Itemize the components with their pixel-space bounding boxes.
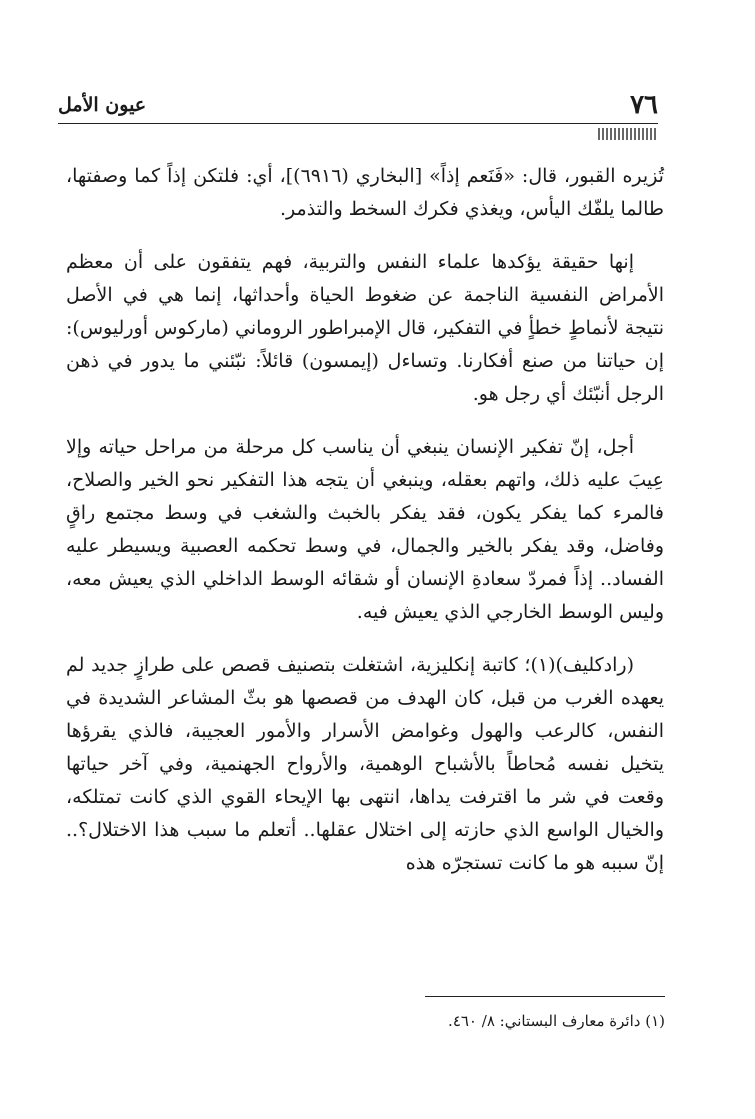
- paragraph: (رادكليف)(١)؛ كاتبة إنكليزية، اشتغلت بتصنيف قصص على طرازٍ جديد لم يعهده الغرب من قبل، كان الهدف من قصصها هو بثّ المشاعر الشديدة في النفس، كالرعب والهول وغوامض الأسرار والأمور العجيبة، فالذي يقرؤها يتخيل نفسه مُحاطاً بالأشباح الوهمية، والأرواح الجهنمية، وفي آخر حياتها وقعت في شر ما اقترفت يداها، انتهى بها الإيحاء القوي الذي كانت تمتلكه، والخيال الواسع الذي حازته إلى اختلال عقلها.. أتعلم ما سبب هذا الاختلال؟.. إنّ سببه هو ما كانت تستجرّه هذه: [66, 654, 664, 874]
- header-ornament: [598, 128, 658, 140]
- footnote-rule: [425, 996, 665, 997]
- paragraph: إنها حقيقة يؤكدها علماء النفس والتربية، فهم يتفقون على أن معظم الأمراض النفسية الناجمة عن ضغوط الحياة وأحداثها، إنما هي في الأصل نتيجة لأنماطٍ خطأٍ في التفكير، قال الإمبراطور الروماني (ماركوس أورليوس): إن حياتنا من صنع أفكارنا. وتساءل (إيمسون) قائلاً: نبّئني ما يدور في ذهن الرجل أنبّئك أي رجل هو.: [66, 251, 664, 405]
- page-number: ٧٦: [630, 90, 658, 120]
- body-text: [66, 160, 664, 900]
- header-rule: [58, 123, 658, 124]
- running-title: عيون الأمل: [58, 94, 147, 116]
- paragraph: تُزيره القبور، قال: «فَنَعم إذاً» [البخاري (٦٩١٦)]، أي: فلتكن إذاً كما وصفتها، طالما يلفّك اليأس، ويغذي فكرك السخط والتذمر.: [66, 165, 664, 220]
- footnote: (١) دائرة معارف البستاني: ٨/ ٤٦٠.: [448, 1012, 665, 1030]
- page-header: [58, 86, 658, 126]
- paragraph: أجل، إنّ تفكير الإنسان ينبغي أن يناسب كل مرحلة من مراحل حياته وإلا عِيبَ عليه ذلك، واتهم بعقله، وينبغي أن يتجه هذا التفكير نحو الخير والصلاح، فالمرء كما يفكر يكون، فقد يفكر بالخبث والشغب في وسط مجتمع راقٍ وفاضل، وقد يفكر بالخير والجمال، في وسط تحكمه العصبية ويسيطر عليه الفساد.. إذاً فمردّ سعادةِ الإنسان أو شقائه الوسط الداخلي الذي يعيش معه، وليس الوسط الخارجي الذي يعيش فيه.: [66, 436, 664, 623]
